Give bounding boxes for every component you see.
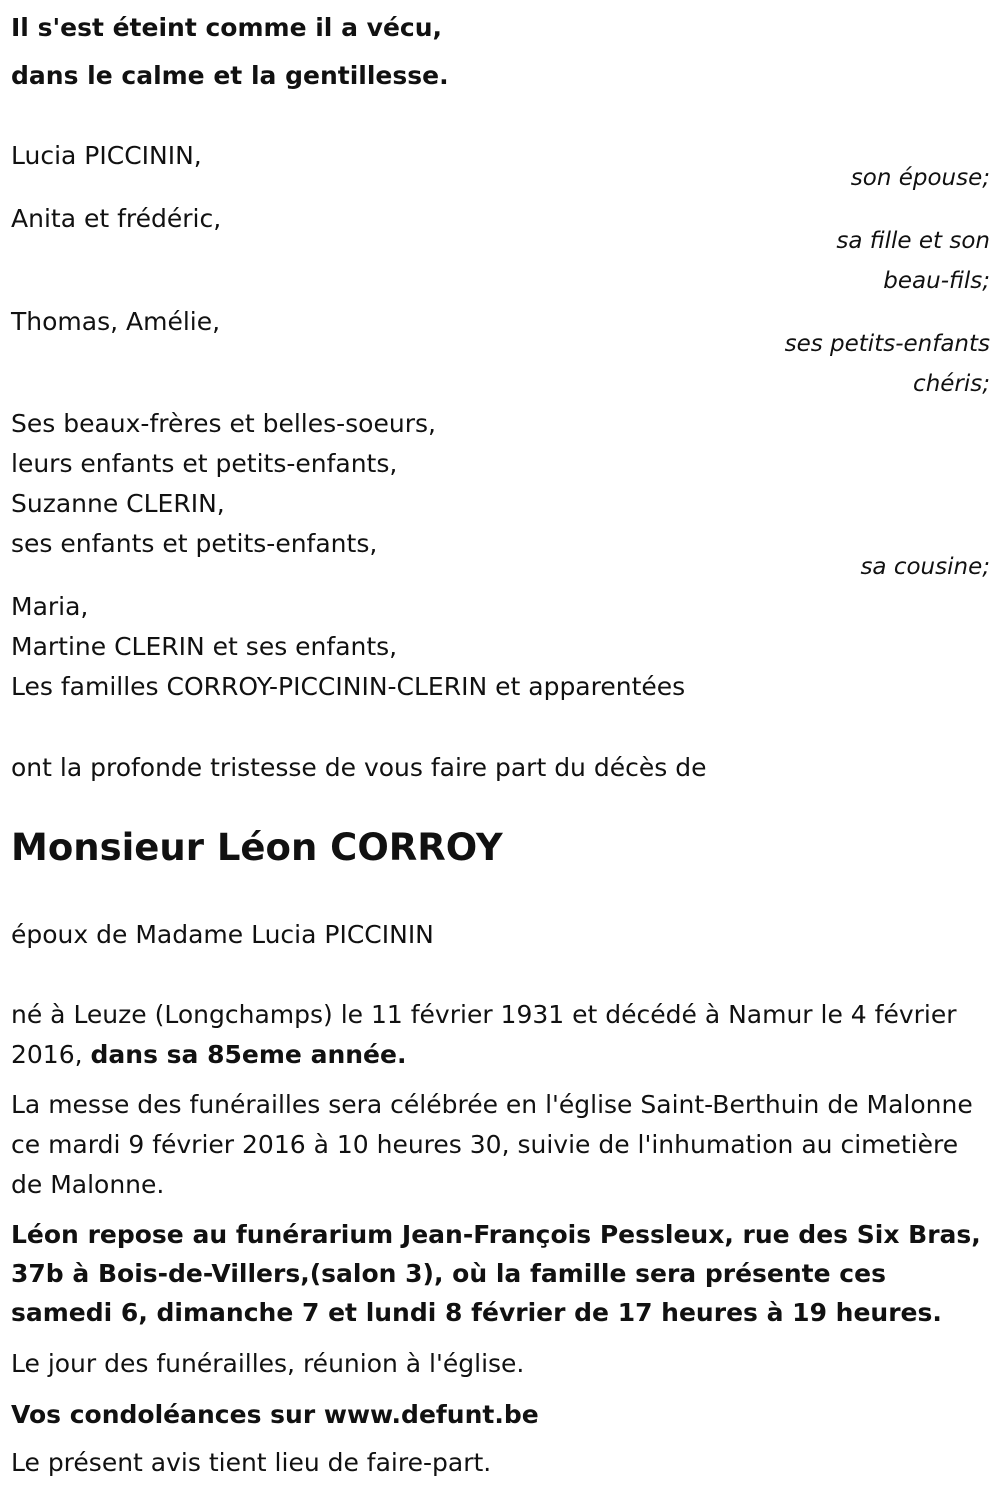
intro-line-1: Il s'est éteint comme il a vécu, [11, 13, 443, 42]
relatives-line-7: Les familles CORROY-PICCININ-CLERIN et apparentées [11, 672, 686, 701]
intro-line-2: dans le calme et la gentillesse. [11, 61, 449, 90]
meeting-line: Le jour des funérailles, réunion à l'église. [11, 1349, 525, 1378]
family-relation-spouse: son épouse; [850, 165, 990, 191]
family-name-daughter: Anita et frédéric, [11, 204, 222, 233]
funerarium-paragraph: Léon repose au funérarium Jean-François Pessleux, rue des Six Bras, 37b à Bois-de-Villers,(salon 3), où la famille sera présente ces samedi 6, dimanche 7 et lundi 8 février de 17 heures à 19 heures. [11, 1220, 981, 1327]
spouse-line: époux de Madame Lucia PICCININ [11, 920, 434, 949]
condolences-line: Vos condoléances sur www.defunt.be [11, 1400, 539, 1429]
relatives-line-5: Maria, [11, 592, 89, 621]
notice-line: Le présent avis tient lieu de faire-part. [11, 1448, 492, 1477]
birth-death-paragraph [11, 995, 986, 1075]
family-relation-daughter-2: beau-fils; [883, 268, 990, 294]
relatives-line-6: Martine CLERIN et ses enfants, [11, 632, 398, 661]
family-relation-grandchildren-2: chéris; [913, 371, 990, 397]
family-relation-daughter-1: sa fille et son [836, 228, 990, 254]
age-emphasis: dans sa 85eme année. [90, 1040, 407, 1069]
relatives-line-2: leurs enfants et petits-enfants, [11, 449, 398, 478]
relatives-line-3: Suzanne CLERIN, [11, 489, 225, 518]
relatives-line-1: Ses beaux-frères et belles-soeurs, [11, 409, 436, 438]
funeral-mass-paragraph: La messe des funérailles sera célébrée en l'église Saint-Berthuin de Malonne ce mardi 9 février 2016 à 10 heures 30, suivie de l'inhumation au cimetière de Malonne. [11, 1090, 973, 1199]
deceased-name: Monsieur Léon CORROY [11, 826, 503, 869]
birth-death-text: né à Leuze (Longchamps) le 11 février 1931 et décédé à Namur le 4 février 2016, [11, 1000, 957, 1069]
relatives-line-4: ses enfants et petits-enfants, [11, 529, 378, 558]
relatives-relation-cousin: sa cousine; [860, 554, 990, 580]
family-relation-grandchildren-1: ses petits-enfants [784, 331, 990, 357]
announcement: ont la profonde tristesse de vous faire part du décès de [11, 753, 707, 782]
family-name-spouse: Lucia PICCININ, [11, 141, 202, 170]
family-name-grandchildren: Thomas, Amélie, [11, 307, 221, 336]
